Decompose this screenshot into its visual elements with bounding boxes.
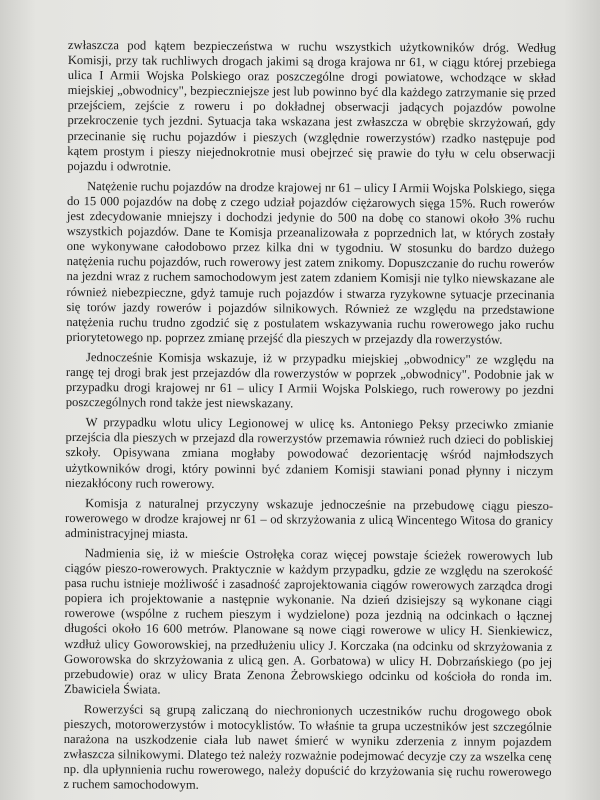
paragraph-traffic-volume: Natężenie ruchu pojazdów na drodze krajowej nr 61 – ulicy I Armii Wojska Polskiego, sięga do 15 000 pojazdów na dobę z czego udział pojazdów ciężarowych sięga 15%. Ruch rowerów jest zdecydowanie mniejszy i dochodzi jedynie do 500 na dobę co stanowi około 3% ruchu wszystkich pojazdów. Dane te Komisja przeanalizowała z poprzednich lat, w których zostały one wykonywane całodobowo przez kilka dni w tygodniu. W stosunku do bardzo dużego natężenia ruchu pojazdów, ruch rowerowy jest zatem znikomy. Dopuszczanie do ruchu rowerów na jezdni wraz z ruchem samochodowym jest zatem zdaniem Komisji nie tylko niewskazane ale również niebezpieczne, gdyż tamuje ruch pojazdów i stwarza ryzykowne sytuacje przecinania się torów jazdy rowerów i pojazdów silnikowych. Również ze względu na przedstawione natężenia ruchu trudno zgodzić się z postulatem wskazywania ruchu rowerowego jako ruchu priorytetowego np. poprzez zmianę przejść dla pieszych w przejazdy dla rowerzystów. [66, 178, 556, 347]
paragraph-reconstruction: Komisja z naturalnej przyczyny wskazuje jednocześnie na przebudowę ciągu pieszo-rowerowego w drodze krajowej nr 61 – od skrzyżowania z ulicą Wincentego Witosa do granicy administracyjnej miasta. [64, 495, 554, 541]
paragraph-cyclists-safety: Rowerzyści są grupą zaliczaną do niechronionych uczestników ruchu drogowego obok pieszych, motorowerzystów i motocyklistów. To właśnie ta grupa uczestników jest szczególnie narażona na uszkodzenie ciała lub nawet śmierć w wyniku zderzenia z innym pojazdem zwłaszcza silnikowymi. Dlatego też należy rozważnie podejmować decyzje czy za wszelka cenę np. dla upłynnienia ruchu rowerowego, należy dopuścić do krzyżowania się ruchu rowerowego z ruchem samochodowym. [63, 702, 552, 793]
paragraph-legionowa: W przypadku wlotu ulicy Legionowej w ulicę ks. Antoniego Peksy przeciwko zmianie przejścia dla pieszych w przejazd dla rowerzystów przemawia również ruch dzieci do pobliskiej szkoły. Opisywana zmiana mogłaby powodować dezorientację wśród najmłodszych użytkowników drogi, który powinni być zdaniem Komisji stawiani ponad płynny i niczym niezakłócony ruch rowerowy. [65, 415, 554, 491]
paragraph-intro: zwłaszcza pod kątem bezpieczeństwa w ruchu wszystkich użytkowników dróg. Według Komisji, przy tak ruchliwych drogach jakimi są droga krajowa nr 61, w ciągu której przebiega ulica I Armii Wojska Polskiego oraz poszczególne drogi powiatowe, wchodzące w skład miejskiej „obwodnicy", bezpieczniejsze jest lub powinno być dla każdego zatrzymanie się przed przejściem, zejście z roweru i po dokładnej obserwacji jadących pojazdów powolne przekroczenie tych jezdni. Sytuacja taka wskazana jest zwłaszcza w obrębie skrzyżowań, gdy przecinanie się ruchu pojazdów i pieszych (względnie rowerzystów) rzadko następuje pod kątem prostym i pieszy niejednokrotnie musi obejrzeć się prawie do tyłu w celu obserwacji pojazdu i odwrotnie. [67, 38, 556, 174]
paragraph-bike-paths: Nadmienia się, iż w mieście Ostrołęka coraz więcej powstaje ścieżek rowerowych lub ciągów pieszo-rowerowych. Praktycznie w każdym przypadku, gdzie ze względu na szerokość pasa ruchu istnieje możliwość i zasadność zaprojektowania ciągów rowerowych zarządca drogi popiera ich projektowanie a następnie wykonanie. Na dzień dzisiejszy są wykonane ciągi rowerowe (wspólne z ruchem pieszym i wydzielone) poza jezdnią na odcinkach o łącznej długości około 16 600 metrów. Planowane są nowe ciągi rowerowe w ulicy H. Sienkiewicz, wzdłuż ulicy Goworowskiej, na przedłużeniu ulicy J. Korczaka (na odcinku od skrzyżowania z Goworowska do skrzyżowania z ulicą gen. A. Gorbatowa) w ulicy H. Dobrzańskiego (po jej przebudowie) oraz w ulicy Brata Zenona Żebrowskiego odcinku od kościoła do ronda im. Zbawiciela Świata. [63, 546, 553, 697]
document-page [63, 38, 556, 800]
paragraph-ring-road: Jednocześnie Komisja wskazuje, iż w przypadku miejskiej „obwodnicy" ze względu na rangę tej drogi brak jest przejazdów dla rowerzystów w poprzek „obwodnicy". Podobnie jak w przypadku drogi krajowej nr 61 – ulicy I Armii Wojska Polskiego, ruch rowerowy po jezdni poszczególnych rond także jest niewskazany. [65, 349, 555, 411]
